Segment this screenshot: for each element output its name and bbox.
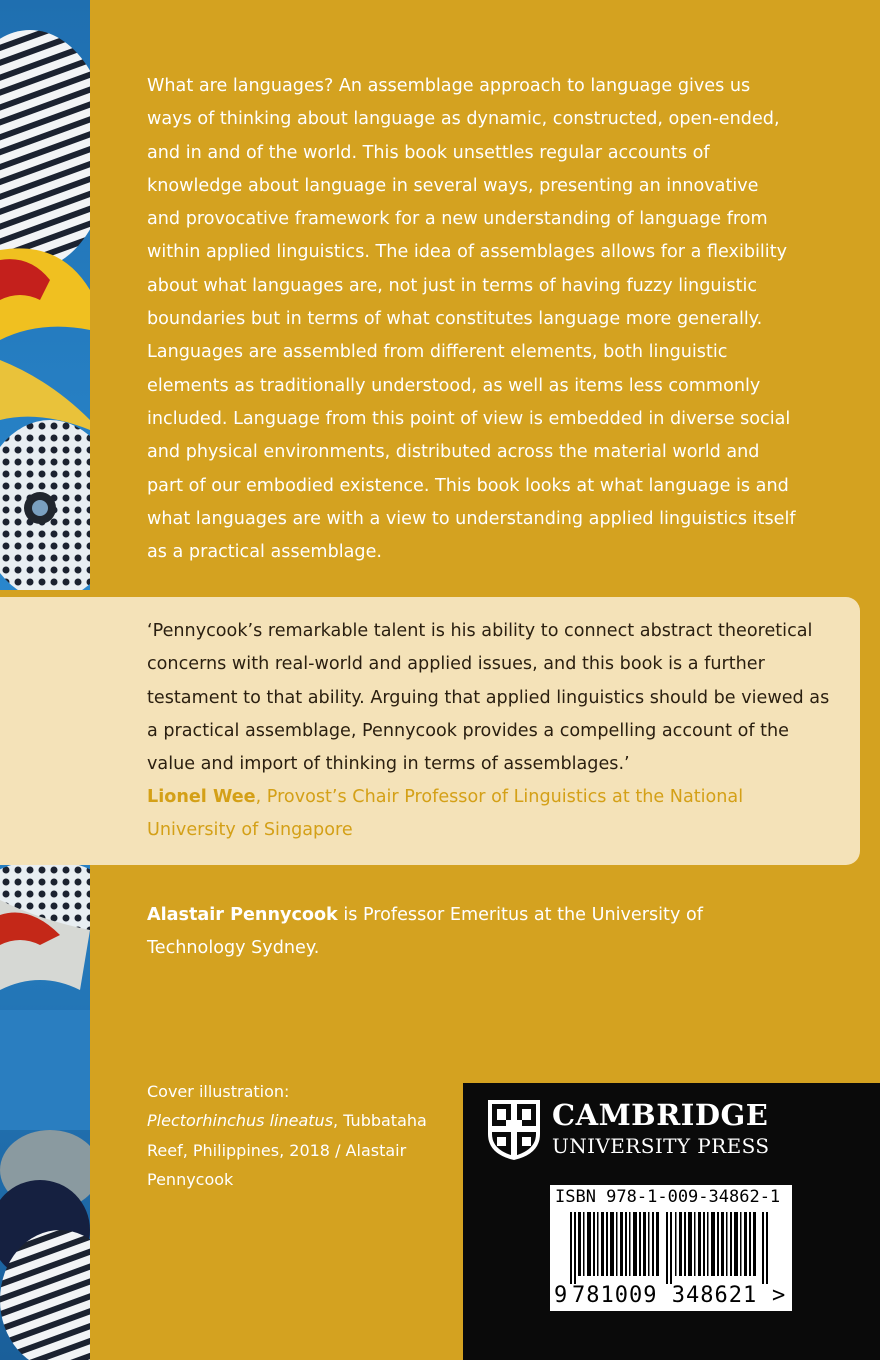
publisher-name-line2: UNIVERSITY PRESS <box>552 1134 770 1158</box>
credit-label: Cover illustration: <box>147 1082 290 1101</box>
author-bio-text: is Professor Emeritus at the University of Technology Sydney. <box>147 905 703 959</box>
endorser-title: , Provost’s Chair Professor of Linguistics at the National University of Singapore <box>147 787 744 841</box>
cover-credit <box>147 1077 447 1194</box>
cambridge-crest-icon <box>486 1098 542 1162</box>
endorsement-author <box>147 781 837 848</box>
author-name: Alastair Pennycook <box>147 905 338 925</box>
credit-species: Plectorhinchus lineatus <box>147 1111 334 1131</box>
barcode <box>570 1212 770 1284</box>
publisher-name-line1: CAMBRIDGE <box>552 1098 769 1132</box>
barcode-digits: 781009 348621 <box>572 1283 758 1308</box>
endorsement-quote: ‘Pennycook’s remarkable talent is his ability to connect abstract theoretical concerns with real-world and applied issues, and this book is a further testament to that ability. Arguing that applied linguistics should be viewed as a practical assemblage, Pennycook provides a compelling account of the value and import of thinking in terms of assemblages.’ <box>147 621 830 775</box>
endorser-name: Lionel Wee <box>147 787 256 807</box>
author-bio <box>147 899 807 966</box>
isbn-label: ISBN 978-1-009-34862-1 <box>555 1187 781 1207</box>
book-blurb: What are languages? An assemblage approach to language gives us ways of thinking about language as dynamic, constructed, open-ended, and in and of the world. This book unsettles regular accounts of knowledge about language in several ways, presenting an innovative and provocative framework for a new understanding of language from within applied linguistics. The idea of assemblages allows for a flexibility about what languages are, not just in terms of having fuzzy linguistic boundaries but in terms of what constitutes language more generally. Languages are assembled from different elements, both linguistic elements as traditionally understood, as well as items less commonly included. Language from this point of view is embedded in diverse social and physical environments, distributed across the material world and part of our embodied existence. This book looks at what language is and what languages are with a view to understanding applied linguistics itself as a practical assemblage. <box>147 76 796 563</box>
barcode-first-digit: 9 <box>554 1283 568 1308</box>
credit-details: , Tubbataha Reef, Philippines, 2018 / Alastair Pennycook <box>147 1111 427 1189</box>
barcode-chevron: > <box>772 1283 786 1308</box>
